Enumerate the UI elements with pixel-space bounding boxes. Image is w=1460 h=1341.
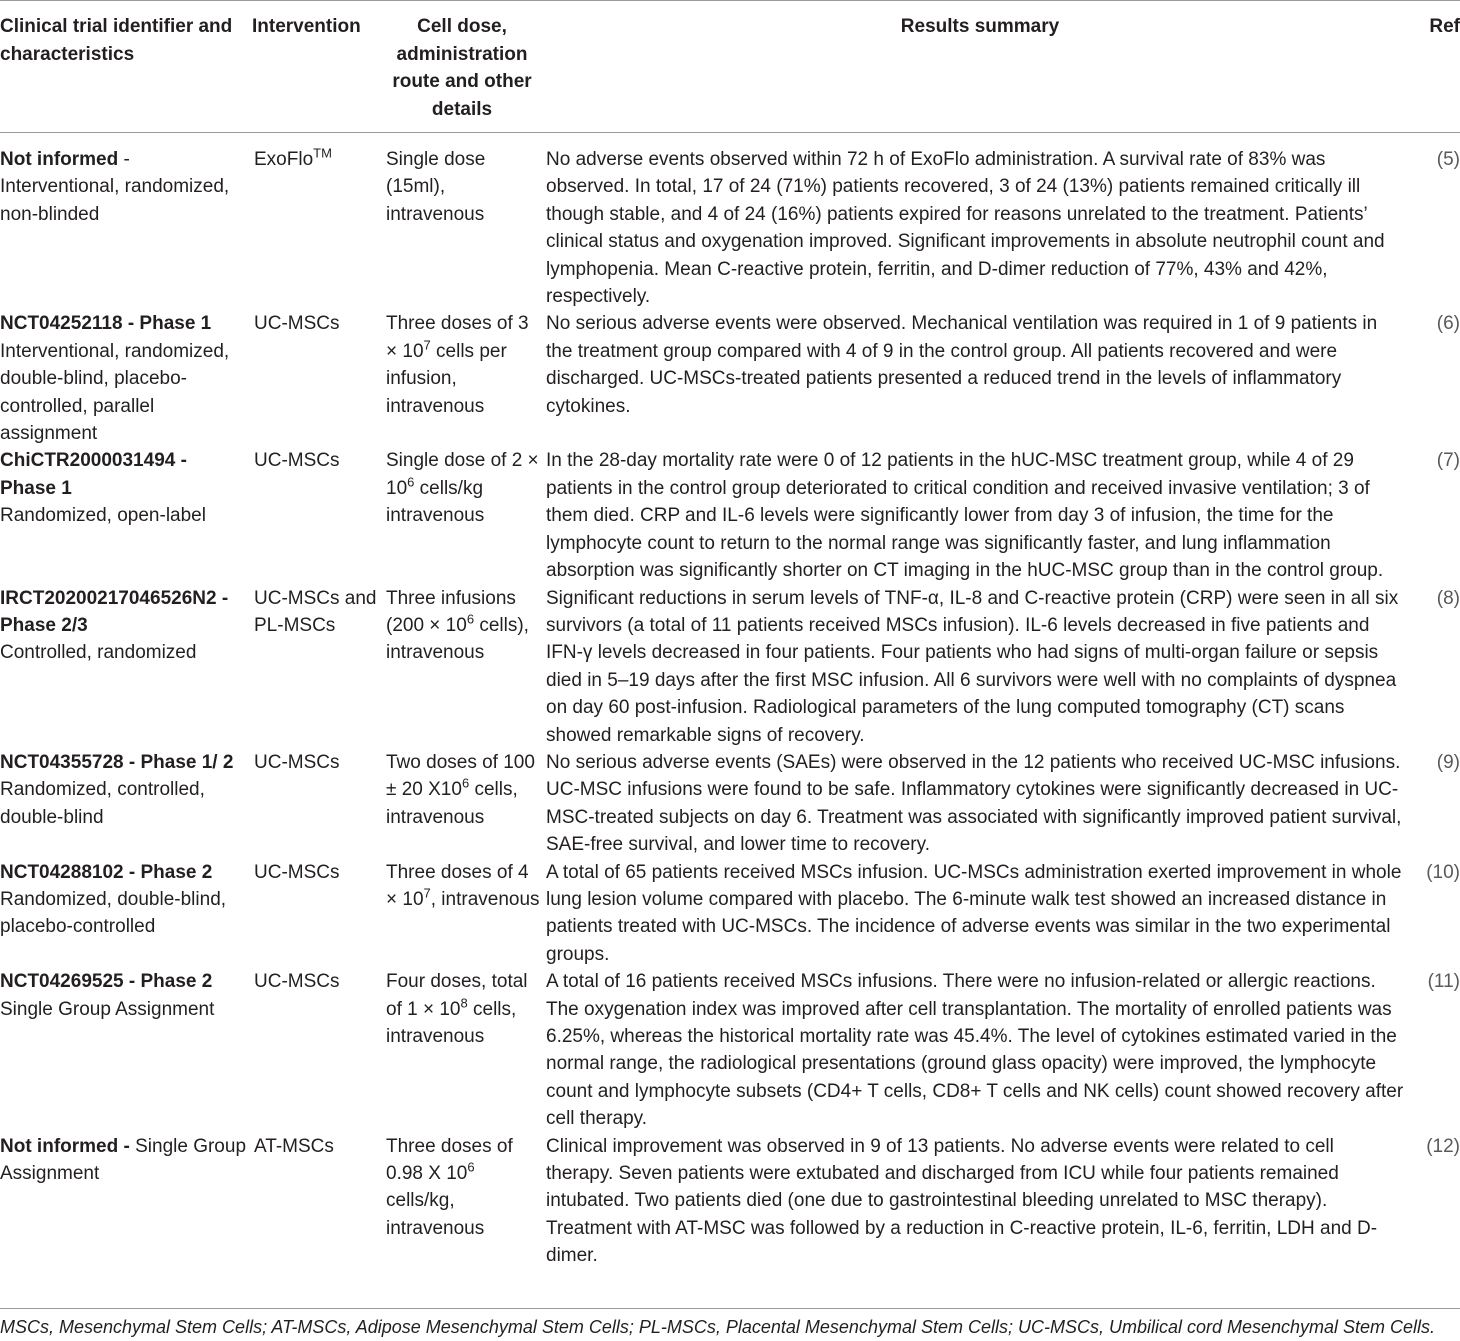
header-results: Results summary [542, 1, 1418, 133]
dose-text-after: cells, intravenous [386, 779, 518, 828]
ref-cell: (7) [1436, 450, 1460, 472]
table-row [0, 310, 1460, 447]
ref-cell: (9) [1436, 751, 1460, 773]
ref-cell: (8) [1436, 587, 1460, 609]
results-cell: Clinical improvement was observed in 9 of 13 patients. No adverse events were related to cell therapy. Seven patients were extubated and discharged from ICU while four patients remained intubated. Two patients died (one due to gastrointestinal bleeding unrelated to MSC therapy). Treatment with AT-MSC was followed by a reduction in C-reactive protein, IL-6, ferritin, LDH and D-dimer. [546, 1135, 1378, 1267]
trial-desc: Interventional, randomized, double-blind, placebo-controlled, parallel assignment [0, 340, 230, 445]
dose-text: Single dose of 2 × 10 [386, 450, 539, 499]
trial-id: Not informed [0, 149, 119, 170]
header-dose: Cell dose, administration route and other details [382, 1, 542, 133]
dose-exponent: 7 [423, 337, 431, 353]
table-header [0, 1, 1460, 133]
dose-text: Four doses, total of 1 × 10 [386, 971, 528, 1020]
results-cell: No serious adverse events were observed. Mechanical ventilation was required in 1 of 9 patients in the treatment group compared with 4 of 9 in the control group. All patients recovered and were discharged. UC-MSCs-treated patients presented a reduced trend in the levels of inflammatory cytokines. [546, 313, 1378, 417]
trial-desc: Single Group Assignment [0, 1135, 247, 1185]
dose-text-after: , intravenous [430, 888, 540, 910]
trial-desc: Randomized, double-blind, placebo-controlled [0, 888, 227, 938]
table-row [0, 447, 1460, 584]
table-body [0, 133, 1460, 1270]
trial-cell [0, 310, 250, 447]
trial-cell [0, 447, 250, 584]
dose-cell [382, 859, 542, 969]
dose-text-after: cells/kg, intravenous [386, 1190, 485, 1239]
trial-desc: Randomized, controlled, double-blind [0, 779, 205, 828]
dose-cell [382, 585, 542, 749]
trial-id: Not informed - [0, 1135, 130, 1157]
dose-text-after: cells, intravenous [386, 998, 517, 1047]
dose-exponent: 7 [423, 885, 431, 901]
dose-exponent: 8 [460, 995, 468, 1011]
results-cell: In the 28-day mortality rate were 0 of 12 patients in the hUC-MSC treatment group, while 4 of 29 patients in the control group deteriorated to critical condition and received invasive ventilation; 3 of them died. CRP and IL-6 levels were significantly lower from day 3 of infusion, the time for the lymphocyte count to return to the normal range was significantly faster, and lung inflammation absorption was significantly shorter on CT imaging in the hUC-MSC group than in the control group. [546, 450, 1384, 582]
dose-text-after: cells per infusion, intravenous [386, 340, 507, 417]
dose-exponent: 6 [467, 1159, 475, 1175]
trial-desc: Controlled, randomized [0, 642, 197, 664]
dose-exponent: 6 [461, 776, 470, 792]
intervention-cell: UC-MSCs [254, 751, 340, 773]
trial-cell [0, 133, 250, 311]
ref-cell: (10) [1426, 861, 1460, 883]
results-cell: Significant reductions in serum levels of TNF-α, IL-8 and C-reactive protein (CRP) were seen in all six survivors (a total of 11 patients received MSCs infusion). IL-6 levels decreased in five patients and IFN-γ levels decreased in four patients. Four patients who had signs of multi-organ failure or sepsis died in 5–19 days after the first MSC infusion. All 6 survivors were well with no complaints of dyspnea on day 60 post-infusion. Radiological parameters of the lung computed tomography (CT) scans showed remarkable signs of recovery. [546, 587, 1399, 746]
ref-cell: (5) [1436, 149, 1460, 170]
trial-id: IRCT20200217046526N2 - Phase 2/3 [0, 587, 229, 636]
intervention-cell: UC-MSCs [254, 861, 340, 883]
trial-desc: Randomized, open-label [0, 505, 206, 527]
header-intervention: Intervention [250, 1, 382, 133]
ref-cell: (11) [1427, 971, 1460, 993]
results-cell: No adverse events observed within 72 h of ExoFlo administration. A survival rate of 83% was observed. In total, 17 of 24 (71%) patients recovered, 3 of 24 (13%) patients remained critically ill though stable, and 4 of 24 (16%) patients expired for reasons unrelated to the treatment. Patients’ clinical status and oxygenation improved. Significant improvements in absolute neutrophil count and lymphopenia. Mean C-reactive protein, ferritin, and D-dimer reduction of 77%, 43% and 42%, respectively. [546, 149, 1385, 308]
dose-text-after: cells), intravenous [386, 614, 529, 664]
table-footnote: MSCs, Mesenchymal Stem Cells; AT-MSCs, Adipose Mesenchymal Stem Cells; PL-MSCs, Placental Mesenchymal Stem Cells; UC-MSCs, Umbilical cord Mesenchymal Stem Cells. [0, 1308, 1460, 1341]
table-row [0, 749, 1460, 859]
trial-id: ChiCTR2000031494 - Phase 1 [0, 450, 187, 499]
dose-text: Three infusions (200 × 10 [386, 587, 516, 636]
table-row [0, 1133, 1460, 1270]
dose-exponent: 6 [407, 474, 415, 490]
trial-desc: Single Group Assignment [0, 998, 215, 1020]
trial-id: NCT04355728 - Phase 1/ 2 [0, 751, 234, 773]
intervention-cell: AT-MSCs [254, 1135, 334, 1157]
intervention-cell: UC-MSCs [254, 313, 340, 335]
results-cell: No serious adverse events (SAEs) were observed in the 12 patients who received UC-MSC infusions. UC-MSC infusions were found to be safe. Inflammatory cytokines were significantly decreased in UC-MSC-treated subjects on day 6. Treatment was associated with significantly improved patient survival, SAE-free survival, and lower time to recovery. [546, 751, 1402, 856]
ref-cell: (6) [1436, 313, 1460, 335]
trial-id: NCT04288102 - Phase 2 [0, 861, 213, 883]
dose-cell [382, 310, 542, 447]
dose-cell [382, 968, 542, 1132]
results-cell: A total of 65 patients received MSCs infusion. UC-MSCs administration exerted improvement in whole lung lesion volume compared with placebo. The 6-minute walk test showed an increased distance in patients treated with UC-MSCs. The incidence of adverse events was similar in the two experimental groups. [546, 861, 1402, 965]
dose-cell [382, 447, 542, 584]
trial-cell [0, 585, 250, 749]
ref-cell: (12) [1426, 1135, 1460, 1157]
dose-cell [382, 1133, 542, 1270]
dose-text: Three doses of 0.98 X 10 [386, 1135, 513, 1185]
table-row [0, 859, 1460, 969]
intervention-cell: UC-MSCs [254, 971, 340, 993]
header-trial: Clinical trial identifier and characteristics [0, 1, 250, 133]
trial-cell [0, 1133, 250, 1270]
trial-id: NCT04252118 - Phase 1 [0, 313, 212, 335]
header-row [0, 1, 1460, 133]
dose-text: Three doses of 3 × 10 [386, 313, 529, 362]
dose-text-after: cells/kg intravenous [386, 477, 485, 527]
intervention-name: ExoFlo [254, 149, 314, 170]
results-cell: A total of 16 patients received MSCs infusions. There were no infusion-related or allergic reactions. The oxygenation index was improved after cell transplantation. The mortality of enrolled patients was 6.25%, whereas the historical mortality rate was 45.4%. The level of cytokines estimated varied in the normal range, the radiological presentations (ground glass opacity) were improved, the lymphocyte count and lymphocyte subsets (CD4+ T cells, CD8+ T cells and NK cells) count showed recovery after cell therapy. [546, 971, 1404, 1130]
dose-text: Two doses of 100 ± 20 X10 [386, 751, 535, 801]
trial-cell [0, 859, 250, 969]
intervention-cell: UC-MSCs [254, 450, 340, 472]
dose-cell [382, 749, 542, 859]
trial-desc: Interventional, randomized, non-blinded [0, 176, 230, 225]
table-row [0, 585, 1460, 749]
trial-separator: - [118, 149, 130, 170]
header-ref: Ref [1418, 1, 1460, 133]
intervention-cell [250, 133, 382, 311]
trial-cell [0, 968, 250, 1132]
trial-id: NCT04269525 - Phase 2 [0, 971, 213, 993]
trademark-superscript: TM [313, 145, 332, 161]
dose-text: Three doses of 4 × 10 [386, 861, 529, 910]
table-row [0, 968, 1460, 1132]
dose-cell: Single dose (15ml), intravenous [386, 149, 486, 225]
intervention-cell: UC-MSCs and PL-MSCs [254, 587, 377, 636]
trial-cell [0, 749, 250, 859]
dose-exponent: 6 [466, 611, 475, 627]
table-row [0, 133, 1460, 311]
